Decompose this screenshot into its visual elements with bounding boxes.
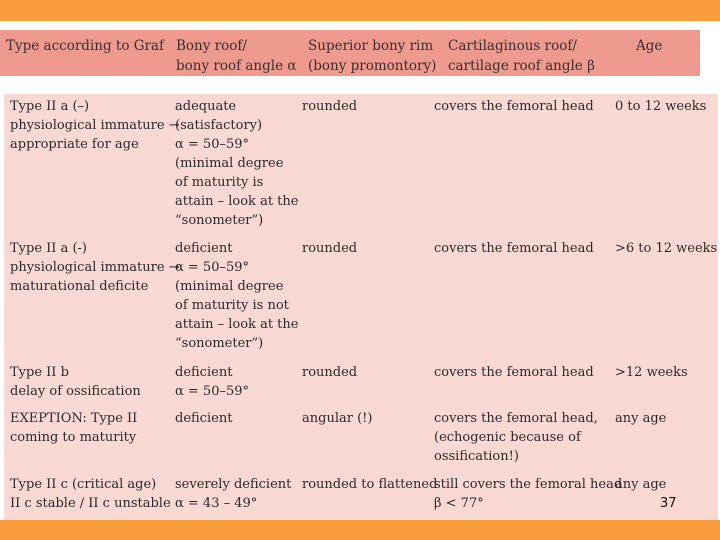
row-5-bony-roof: severely deficient α = 43 – 49° bbox=[175, 477, 292, 511]
row-1-type: Type II a (–) physiological immature → appropriate for age bbox=[10, 99, 180, 152]
row-2-type: Type II a (-) physiological immature → maturational deficite bbox=[10, 241, 180, 294]
row-1-age: 0 to 12 weeks bbox=[615, 99, 707, 114]
row-2-age: >6 to 12 weeks bbox=[615, 241, 718, 256]
header-type: Type according to Graf bbox=[6, 38, 165, 54]
row-3-age: >12 weeks bbox=[615, 365, 688, 380]
row-3-bony-roof: deficient α = 50–59° bbox=[175, 365, 250, 399]
row-3-type: Type II b delay of ossification bbox=[10, 365, 141, 399]
row-4-type: EXEPTION: Type II coming to maturity bbox=[10, 411, 138, 445]
row-5-type: Type II c (critical age) II c stable / II c unstable bbox=[10, 477, 171, 511]
row-1-cartilage-roof: covers the femoral head bbox=[434, 99, 594, 114]
header-gap bbox=[0, 76, 720, 92]
row-2-bony-roof: deficient α = 50–59° (minimal degree of maturity is not attain – look at the “sonometer”) bbox=[175, 241, 299, 351]
row-1-bony-roof: adequate (satisfactory) α = 50–59° (minimal degree of maturity is attain – look at the “sonometer”) bbox=[175, 99, 299, 228]
row-3-cartilage-roof: covers the femoral head bbox=[434, 365, 594, 380]
row-4-age: any age bbox=[615, 411, 667, 426]
row-4-bony-rim: angular (!) bbox=[302, 411, 373, 426]
table-body-band bbox=[4, 94, 718, 520]
row-2-bony-rim: rounded bbox=[302, 241, 358, 256]
header-age: Age bbox=[636, 38, 663, 54]
header-cartilage-roof: Cartilaginous roof/ cartilage roof angle β bbox=[448, 38, 595, 74]
row-5-age: any age bbox=[615, 477, 667, 492]
row-4-cartilage-roof: covers the femoral head, (echogenic because of ossification!) bbox=[434, 411, 598, 464]
row-1-bony-rim: rounded bbox=[302, 99, 358, 114]
row-2-cartilage-roof: covers the femoral head bbox=[434, 241, 594, 256]
row-4-bony-roof: deficient bbox=[175, 411, 233, 426]
row-5-bony-rim: rounded to flattened bbox=[302, 477, 438, 492]
header-bony-rim: Superior bony rim (bony promontory) bbox=[308, 38, 437, 74]
header-bony-roof: Bony roof/ bony roof angle α bbox=[176, 38, 297, 74]
page-number: 37 bbox=[660, 496, 677, 511]
row-5-cartilage-roof: still covers the femoral head β < 77° bbox=[434, 477, 623, 511]
row-3-bony-rim: rounded bbox=[302, 365, 358, 380]
